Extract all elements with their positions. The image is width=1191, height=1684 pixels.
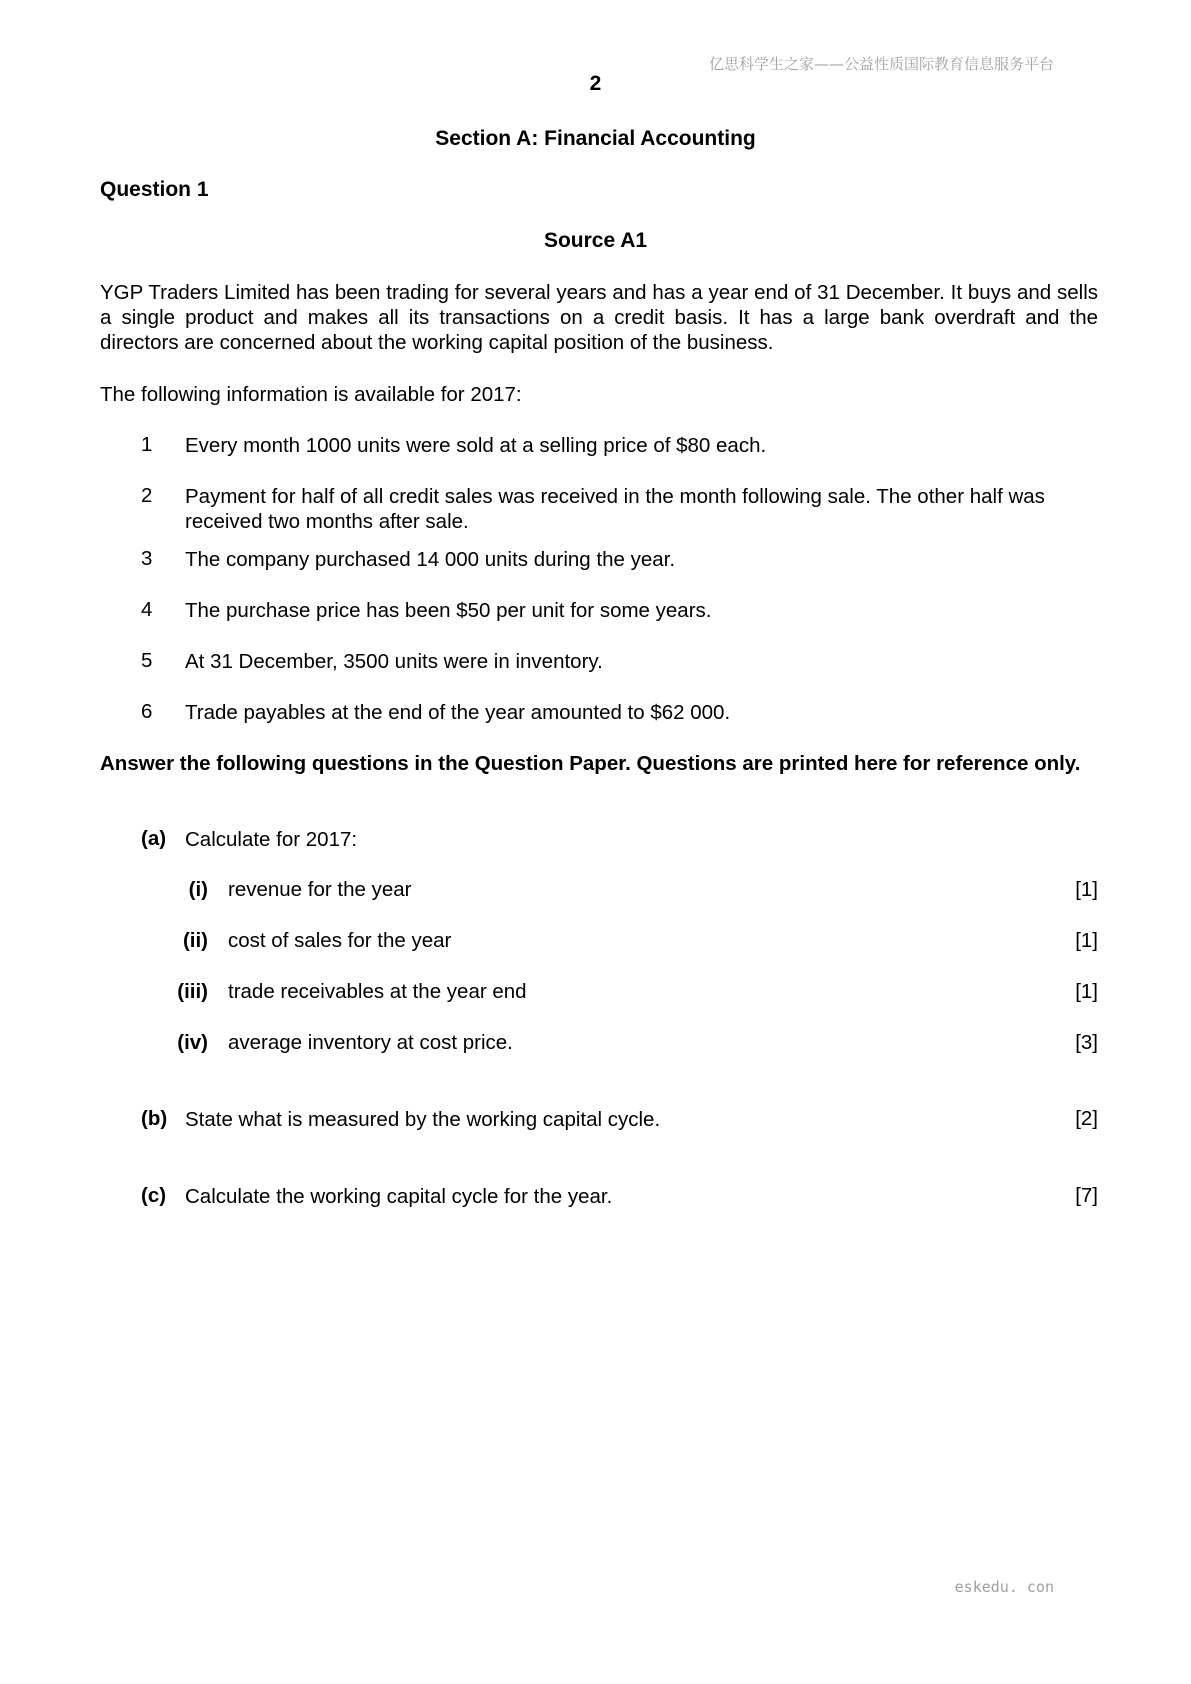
subpart-text: revenue for the year xyxy=(228,878,412,901)
part-b-label: (b) xyxy=(141,1107,168,1130)
info-item-text: The company purchased 14 000 units during the year. xyxy=(185,548,676,571)
info-item-number: 2 xyxy=(141,484,153,507)
info-item-number: 3 xyxy=(141,547,153,570)
subpart-text: trade receivables at the year end xyxy=(228,980,527,1003)
marks-allocation: [7] xyxy=(1075,1184,1098,1207)
watermark-footer: eskedu. con xyxy=(954,1578,1054,1596)
section-title: Section A: Financial Accounting xyxy=(435,127,756,150)
subpart-label: (iv) xyxy=(177,1031,208,1054)
info-item-number: 6 xyxy=(141,700,153,723)
marks-allocation: [1] xyxy=(1075,878,1098,901)
info-item-text: At 31 December, 3500 units were in inventory. xyxy=(185,650,603,673)
watermark-header: 亿思科学生之家——公益性质国际教育信息服务平台 xyxy=(708,55,1054,73)
page-number: 2 xyxy=(589,72,602,95)
marks-allocation: [1] xyxy=(1075,929,1098,952)
part-a-label: (a) xyxy=(141,827,167,850)
info-lead: The following information is available for 2017: xyxy=(100,383,522,406)
info-item-text: Payment for half of all credit sales was received in the month following sale. The other half was received two months after sale. xyxy=(185,485,1045,533)
marks-allocation: [3] xyxy=(1075,1031,1098,1054)
subpart-label: (ii) xyxy=(182,929,208,952)
subpart-text: average inventory at cost price. xyxy=(228,1031,513,1054)
intro-paragraph: YGP Traders Limited has been trading for several years and has a year end of 31 December. It buys and sells a single product and makes all its transactions on a credit basis. It has a large bank overdraft and the directors are concerned about the working capital position of the business. xyxy=(100,281,1098,354)
info-item-number: 1 xyxy=(141,433,153,456)
subpart-label: (i) xyxy=(188,878,208,901)
info-item-text: Every month 1000 units were sold at a selling price of $80 each. xyxy=(185,434,767,457)
info-item-number: 5 xyxy=(141,649,153,672)
part-c-text: Calculate the working capital cycle for the year. xyxy=(185,1185,613,1208)
info-item-text: The purchase price has been $50 per unit for some years. xyxy=(185,599,712,622)
subpart-text: cost of sales for the year xyxy=(228,929,452,952)
info-item-text: Trade payables at the end of the year amounted to $62 000. xyxy=(185,701,731,724)
part-b-text: State what is measured by the working capital cycle. xyxy=(185,1108,661,1131)
source-title: Source A1 xyxy=(543,229,648,252)
marks-allocation: [1] xyxy=(1075,980,1098,1003)
instruction-text: Answer the following questions in the Question Paper. Questions are printed here for reference only. xyxy=(100,752,1081,775)
subpart-label: (iii) xyxy=(177,980,208,1003)
part-a-text: Calculate for 2017: xyxy=(185,828,358,851)
question-title: Question 1 xyxy=(100,178,209,201)
info-item-number: 4 xyxy=(141,598,153,621)
marks-allocation: [2] xyxy=(1075,1107,1098,1130)
part-c-label: (c) xyxy=(141,1184,167,1207)
